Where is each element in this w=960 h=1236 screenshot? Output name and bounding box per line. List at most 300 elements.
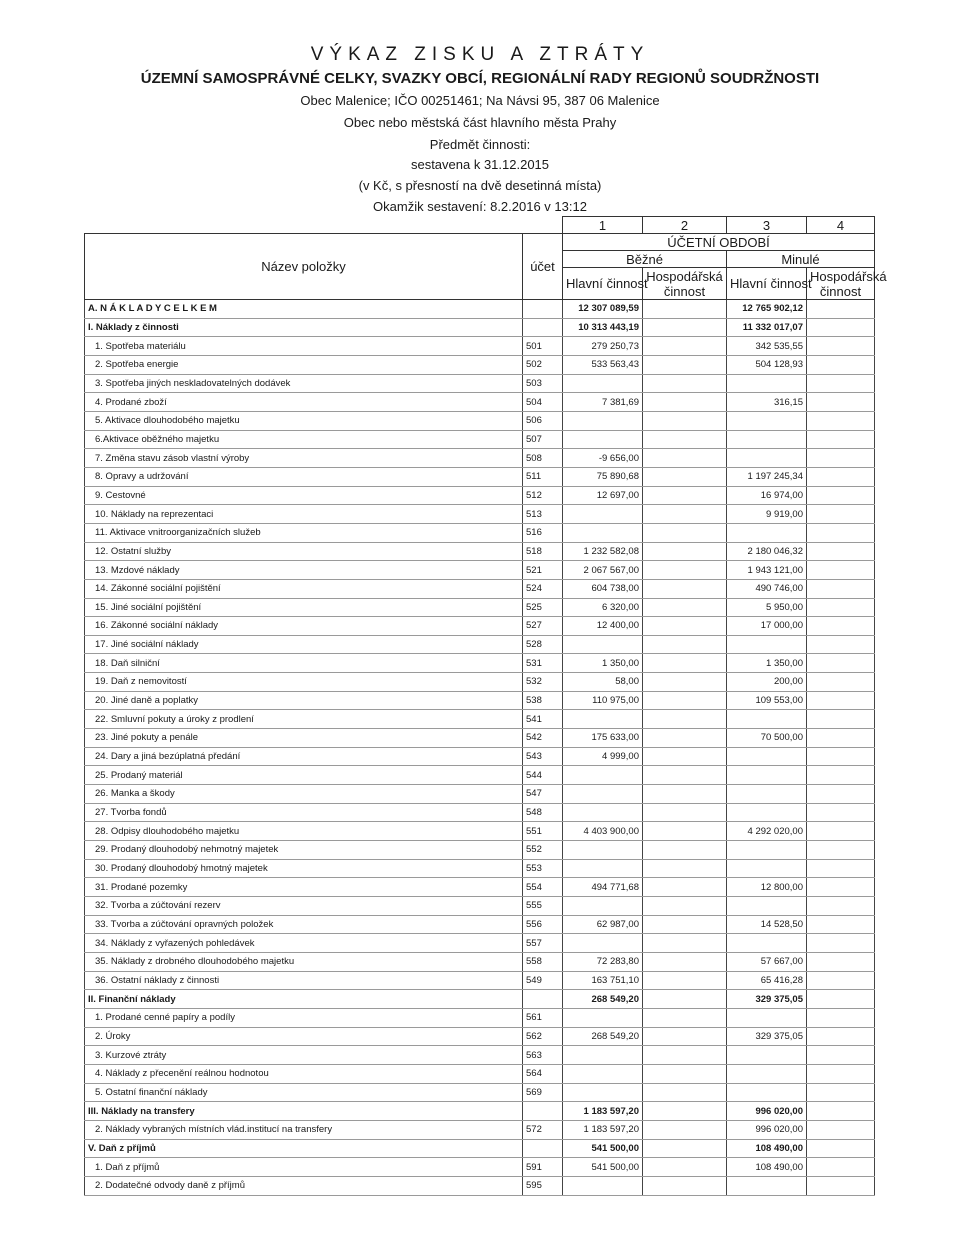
- value-previous-main: [727, 859, 807, 878]
- row-label: 3. Spotřeba jiných neskladovatelných dodávek: [85, 374, 523, 393]
- value-previous-economic: [807, 411, 875, 430]
- row-label: 18. Daň silniční: [85, 654, 523, 673]
- value-previous-main: 12 800,00: [727, 878, 807, 897]
- table-row: [85, 878, 875, 897]
- row-label: 20. Jiné daně a poplatky: [85, 691, 523, 710]
- value-previous-economic: [807, 897, 875, 916]
- value-current-main: 1 183 597,20: [563, 1120, 643, 1139]
- value-current-main: 604 738,00: [563, 579, 643, 598]
- value-previous-main: [727, 1176, 807, 1195]
- value-current-main: 12 400,00: [563, 617, 643, 636]
- value-current-economic: [643, 635, 727, 654]
- table-row: [85, 952, 875, 971]
- table-row: [85, 785, 875, 804]
- row-label: V. Daň z příjmů: [85, 1139, 523, 1158]
- row-account: 544: [523, 766, 563, 785]
- value-current-main: 1 232 582,08: [563, 542, 643, 561]
- row-account: 531: [523, 654, 563, 673]
- table-row: [85, 747, 875, 766]
- value-previous-main: 16 974,00: [727, 486, 807, 505]
- activity-line: Předmět činnosti:: [429, 137, 531, 152]
- value-previous-main: 17 000,00: [727, 617, 807, 636]
- value-previous-economic: [807, 355, 875, 374]
- row-account: 557: [523, 934, 563, 953]
- table-row: [85, 934, 875, 953]
- value-previous-main: [727, 785, 807, 804]
- value-current-main: [563, 1083, 643, 1102]
- value-previous-economic: [807, 561, 875, 580]
- value-previous-economic: [807, 542, 875, 561]
- value-current-economic: [643, 355, 727, 374]
- value-current-economic: [643, 729, 727, 748]
- value-previous-main: 109 553,00: [727, 691, 807, 710]
- value-current-economic: [643, 1046, 727, 1065]
- value-current-main: 7 381,69: [563, 393, 643, 412]
- value-current-main: 10 313 443,19: [563, 318, 643, 337]
- value-current-main: [563, 411, 643, 430]
- row-account: 556: [523, 915, 563, 934]
- row-label: 4. Prodané zboží: [85, 393, 523, 412]
- value-previous-economic: [807, 673, 875, 692]
- value-previous-economic: [807, 1046, 875, 1065]
- value-previous-economic: [807, 617, 875, 636]
- table-row: [85, 449, 875, 468]
- value-previous-economic: [807, 785, 875, 804]
- row-account: 542: [523, 729, 563, 748]
- table-row: [85, 654, 875, 673]
- value-current-economic: [643, 430, 727, 449]
- header-main-current: Hlavní činnost: [563, 268, 643, 300]
- value-current-main: 279 250,73: [563, 337, 643, 356]
- table-row: [85, 393, 875, 412]
- value-current-economic: [643, 766, 727, 785]
- value-current-economic: [643, 952, 727, 971]
- value-current-economic: [643, 747, 727, 766]
- row-label: 15. Jiné sociální pojištění: [85, 598, 523, 617]
- value-previous-economic: [807, 1139, 875, 1158]
- value-current-economic: [643, 710, 727, 729]
- row-label: 19. Daň z nemovitostí: [85, 673, 523, 692]
- value-current-main: 175 633,00: [563, 729, 643, 748]
- header-economic-current: Hospodářská činnost: [643, 268, 727, 300]
- value-current-economic: [643, 1083, 727, 1102]
- value-previous-economic: [807, 934, 875, 953]
- row-label: 6.Aktivace oběžného majetku: [85, 430, 523, 449]
- value-previous-main: 996 020,00: [727, 1120, 807, 1139]
- value-current-economic: [643, 598, 727, 617]
- table-row: [85, 411, 875, 430]
- value-current-economic: [643, 934, 727, 953]
- header-economic-previous: Hospodářská činnost: [807, 268, 875, 300]
- value-current-economic: [643, 523, 727, 542]
- value-previous-main: 1 943 121,00: [727, 561, 807, 580]
- row-label: 25. Prodaný materiál: [85, 766, 523, 785]
- value-previous-economic: [807, 393, 875, 412]
- value-current-economic: [643, 318, 727, 337]
- value-current-main: [563, 934, 643, 953]
- value-previous-economic: [807, 374, 875, 393]
- value-current-main: [563, 523, 643, 542]
- table-row: [85, 990, 875, 1009]
- value-current-main: [563, 1008, 643, 1027]
- value-current-economic: [643, 897, 727, 916]
- row-label: 12. Ostatní služby: [85, 542, 523, 561]
- value-previous-main: 9 919,00: [727, 505, 807, 524]
- table-row: [85, 1027, 875, 1046]
- value-previous-main: [727, 430, 807, 449]
- value-current-economic: [643, 542, 727, 561]
- row-label: 17. Jiné sociální náklady: [85, 635, 523, 654]
- value-previous-economic: [807, 598, 875, 617]
- row-account: [523, 990, 563, 1009]
- value-current-main: [563, 1046, 643, 1065]
- value-current-main: [563, 374, 643, 393]
- row-account: 532: [523, 673, 563, 692]
- row-account: 538: [523, 691, 563, 710]
- units-line: (v Kč, s přesností na dvě desetinná místa): [358, 178, 602, 193]
- row-label: III. Náklady na transfery: [85, 1102, 523, 1121]
- table-row: [85, 841, 875, 860]
- table-row: [85, 505, 875, 524]
- value-current-economic: [643, 915, 727, 934]
- value-previous-main: 4 292 020,00: [727, 822, 807, 841]
- col-number-2: 2: [643, 217, 727, 234]
- value-previous-main: [727, 766, 807, 785]
- table-row: [85, 1046, 875, 1065]
- row-label: 10. Náklady na reprezentaci: [85, 505, 523, 524]
- value-current-main: 1 183 597,20: [563, 1102, 643, 1121]
- value-previous-economic: [807, 952, 875, 971]
- table-row: [85, 430, 875, 449]
- row-account: 512: [523, 486, 563, 505]
- table-row: [85, 579, 875, 598]
- row-label: 29. Prodaný dlouhodobý nehmotný majetek: [85, 841, 523, 860]
- value-current-main: [563, 430, 643, 449]
- row-account: [523, 1102, 563, 1121]
- value-previous-economic: [807, 579, 875, 598]
- row-label: 31. Prodané pozemky: [85, 878, 523, 897]
- row-account: 521: [523, 561, 563, 580]
- value-current-economic: [643, 822, 727, 841]
- value-previous-main: [727, 374, 807, 393]
- row-label: 27. Tvorba fondů: [85, 803, 523, 822]
- header-main-previous: Hlavní činnost: [727, 268, 807, 300]
- value-current-main: [563, 785, 643, 804]
- row-account: 524: [523, 579, 563, 598]
- value-previous-main: 342 535,55: [727, 337, 807, 356]
- value-current-main: 163 751,10: [563, 971, 643, 990]
- table-row: [85, 598, 875, 617]
- value-previous-economic: [807, 467, 875, 486]
- header-period: ÚČETNÍ OBDOBÍ: [563, 234, 875, 251]
- col-number-1: 1: [563, 217, 643, 234]
- row-label: II. Finanční náklady: [85, 990, 523, 1009]
- date-line: sestavena k 31.12.2015: [410, 157, 550, 172]
- value-previous-economic: [807, 691, 875, 710]
- value-current-main: 58,00: [563, 673, 643, 692]
- row-account: 518: [523, 542, 563, 561]
- table-row: [85, 635, 875, 654]
- row-account: 528: [523, 635, 563, 654]
- value-previous-economic: [807, 710, 875, 729]
- row-label: 5. Ostatní finanční náklady: [85, 1083, 523, 1102]
- value-current-main: 62 987,00: [563, 915, 643, 934]
- value-previous-main: 65 416,28: [727, 971, 807, 990]
- value-previous-economic: [807, 1176, 875, 1195]
- table-row: [85, 523, 875, 542]
- value-previous-main: [727, 523, 807, 542]
- row-label: 1. Daň z příjmů: [85, 1158, 523, 1177]
- value-previous-economic: [807, 430, 875, 449]
- value-current-main: 12 307 089,59: [563, 300, 643, 319]
- value-current-economic: [643, 374, 727, 393]
- value-previous-economic: [807, 1102, 875, 1121]
- value-previous-main: [727, 1008, 807, 1027]
- value-current-economic: [643, 1139, 727, 1158]
- value-previous-main: 2 180 046,32: [727, 542, 807, 561]
- row-account: 525: [523, 598, 563, 617]
- value-previous-economic: [807, 1083, 875, 1102]
- value-current-economic: [643, 691, 727, 710]
- row-account: 543: [523, 747, 563, 766]
- row-account: 554: [523, 878, 563, 897]
- row-label: 11. Aktivace vnitroorganizačních služeb: [85, 523, 523, 542]
- value-previous-main: 70 500,00: [727, 729, 807, 748]
- value-previous-economic: [807, 300, 875, 319]
- row-account: 562: [523, 1027, 563, 1046]
- value-current-main: 541 500,00: [563, 1158, 643, 1177]
- value-current-economic: [643, 449, 727, 468]
- value-previous-main: [727, 1064, 807, 1083]
- row-account: 527: [523, 617, 563, 636]
- row-label: 13. Mzdové náklady: [85, 561, 523, 580]
- entity-line: Obec Malenice; IČO 00251461; Na Návsi 95, 387 06 Malenice: [300, 93, 660, 108]
- row-label: 1. Prodané cenné papíry a podíly: [85, 1008, 523, 1027]
- row-label: 24. Dary a jiná bezúplatná předání: [85, 747, 523, 766]
- table-row: [85, 1120, 875, 1139]
- value-current-main: [563, 766, 643, 785]
- value-current-main: 1 350,00: [563, 654, 643, 673]
- value-current-economic: [643, 1158, 727, 1177]
- row-account: 564: [523, 1064, 563, 1083]
- row-label: 5. Aktivace dlouhodobého majetku: [85, 411, 523, 430]
- value-current-economic: [643, 859, 727, 878]
- value-current-economic: [643, 1064, 727, 1083]
- value-current-economic: [643, 878, 727, 897]
- row-label: 1. Spotřeba materiálu: [85, 337, 523, 356]
- value-current-main: 6 320,00: [563, 598, 643, 617]
- value-current-main: [563, 505, 643, 524]
- value-previous-main: 11 332 017,07: [727, 318, 807, 337]
- value-current-main: [563, 859, 643, 878]
- row-account: 549: [523, 971, 563, 990]
- value-previous-main: [727, 635, 807, 654]
- table-row: [85, 300, 875, 319]
- value-previous-economic: [807, 841, 875, 860]
- value-previous-economic: [807, 486, 875, 505]
- table-row: [85, 673, 875, 692]
- value-previous-economic: [807, 635, 875, 654]
- table-row: [85, 1139, 875, 1158]
- value-current-economic: [643, 1120, 727, 1139]
- value-current-economic: [643, 505, 727, 524]
- row-account: [523, 1139, 563, 1158]
- report-subtitle: ÚZEMNÍ SAMOSPRÁVNÉ CELKY, SVAZKY OBCÍ, REGIONÁLNÍ RADY REGIONŮ SOUDRŽNOSTI: [140, 70, 820, 87]
- row-label: 7. Změna stavu zásob vlastní výroby: [85, 449, 523, 468]
- table-row: [85, 486, 875, 505]
- row-account: [523, 300, 563, 319]
- value-current-economic: [643, 467, 727, 486]
- table-row: [85, 318, 875, 337]
- row-account: 516: [523, 523, 563, 542]
- row-account: 561: [523, 1008, 563, 1027]
- value-previous-economic: [807, 803, 875, 822]
- row-label: 2. Spotřeba energie: [85, 355, 523, 374]
- value-previous-main: [727, 934, 807, 953]
- row-account: 504: [523, 393, 563, 412]
- table-row: [85, 766, 875, 785]
- row-label: 2. Dodatečné odvody daně z příjmů: [85, 1176, 523, 1195]
- table-row: [85, 1158, 875, 1177]
- header-item-name: Název položky: [85, 234, 523, 300]
- value-previous-main: [727, 449, 807, 468]
- table-row: [85, 915, 875, 934]
- table-row: [85, 1176, 875, 1195]
- value-current-main: 2 067 567,00: [563, 561, 643, 580]
- value-current-economic: [643, 990, 727, 1009]
- table-row: [85, 337, 875, 356]
- value-current-main: [563, 1064, 643, 1083]
- value-current-main: 72 283,80: [563, 952, 643, 971]
- table-row: [85, 561, 875, 580]
- row-label: 23. Jiné pokuty a penále: [85, 729, 523, 748]
- table-row: [85, 1008, 875, 1027]
- value-current-main: 75 890,68: [563, 467, 643, 486]
- value-current-main: -9 656,00: [563, 449, 643, 468]
- value-previous-economic: [807, 654, 875, 673]
- row-account: 511: [523, 467, 563, 486]
- table-row: [85, 1083, 875, 1102]
- value-previous-main: [727, 897, 807, 916]
- value-current-economic: [643, 561, 727, 580]
- value-previous-main: 14 528,50: [727, 915, 807, 934]
- value-current-main: 533 563,43: [563, 355, 643, 374]
- table-row: [85, 803, 875, 822]
- table-row: [85, 374, 875, 393]
- value-previous-main: [727, 411, 807, 430]
- row-account: 558: [523, 952, 563, 971]
- row-label: 28. Odpisy dlouhodobého majetku: [85, 822, 523, 841]
- value-current-economic: [643, 337, 727, 356]
- row-account: 555: [523, 897, 563, 916]
- row-label: 8. Opravy a udržování: [85, 467, 523, 486]
- value-previous-main: 490 746,00: [727, 579, 807, 598]
- value-current-main: 494 771,68: [563, 878, 643, 897]
- value-current-economic: [643, 785, 727, 804]
- row-label: 33. Tvorba a zúčtování opravných položek: [85, 915, 523, 934]
- row-label: 26. Manka a škody: [85, 785, 523, 804]
- value-current-main: 541 500,00: [563, 1139, 643, 1158]
- row-label: 2. Náklady vybraných místních vlád.institucí na transfery: [85, 1120, 523, 1139]
- row-account: 553: [523, 859, 563, 878]
- value-previous-economic: [807, 337, 875, 356]
- value-previous-main: 108 490,00: [727, 1139, 807, 1158]
- part-line: Obec nebo městská část hlavního města Prahy: [343, 115, 617, 130]
- value-previous-main: 329 375,05: [727, 990, 807, 1009]
- row-label: A. N Á K L A D Y C E L K E M: [85, 300, 523, 319]
- value-current-economic: [643, 673, 727, 692]
- value-current-main: 268 549,20: [563, 990, 643, 1009]
- value-current-main: [563, 841, 643, 860]
- value-current-economic: [643, 1027, 727, 1046]
- value-previous-economic: [807, 971, 875, 990]
- row-account: 502: [523, 355, 563, 374]
- value-current-economic: [643, 1008, 727, 1027]
- table-row: [85, 467, 875, 486]
- value-previous-economic: [807, 505, 875, 524]
- value-current-economic: [643, 654, 727, 673]
- value-previous-main: 316,15: [727, 393, 807, 412]
- row-label: 4. Náklady z přecenění reálnou hodnotou: [85, 1064, 523, 1083]
- value-previous-economic: [807, 990, 875, 1009]
- value-previous-main: [727, 710, 807, 729]
- value-previous-main: [727, 803, 807, 822]
- value-previous-economic: [807, 729, 875, 748]
- value-current-main: 268 549,20: [563, 1027, 643, 1046]
- value-current-economic: [643, 617, 727, 636]
- value-current-main: 110 975,00: [563, 691, 643, 710]
- value-current-main: [563, 635, 643, 654]
- value-current-economic: [643, 486, 727, 505]
- value-previous-economic: [807, 1064, 875, 1083]
- value-previous-main: 57 667,00: [727, 952, 807, 971]
- value-previous-economic: [807, 1120, 875, 1139]
- table-row: [85, 822, 875, 841]
- table-row: [85, 542, 875, 561]
- value-previous-economic: [807, 747, 875, 766]
- moment-line: Okamžik sestavení: 8.2.2016 v 13:12: [373, 199, 587, 214]
- table-row: [85, 1102, 875, 1121]
- row-label: 9. Cestovné: [85, 486, 523, 505]
- value-current-main: 12 697,00: [563, 486, 643, 505]
- row-label: I. Náklady z činnosti: [85, 318, 523, 337]
- table-row: [85, 617, 875, 636]
- row-account: 506: [523, 411, 563, 430]
- table-row: [85, 710, 875, 729]
- row-label: 16. Zákonné sociální náklady: [85, 617, 523, 636]
- value-current-main: [563, 897, 643, 916]
- table-row: [85, 691, 875, 710]
- value-previous-main: 200,00: [727, 673, 807, 692]
- row-account: 572: [523, 1120, 563, 1139]
- value-previous-economic: [807, 915, 875, 934]
- value-current-economic: [643, 1176, 727, 1195]
- value-current-economic: [643, 841, 727, 860]
- col-number-3: 3: [727, 217, 807, 234]
- value-previous-economic: [807, 822, 875, 841]
- row-account: [523, 318, 563, 337]
- value-current-main: [563, 710, 643, 729]
- table-row: [85, 859, 875, 878]
- row-account: 501: [523, 337, 563, 356]
- row-label: 34. Náklady z vyřazených pohledávek: [85, 934, 523, 953]
- value-previous-economic: [807, 859, 875, 878]
- value-previous-economic: [807, 1027, 875, 1046]
- row-label: 30. Prodaný dlouhodobý hmotný majetek: [85, 859, 523, 878]
- col-number-4: 4: [807, 217, 875, 234]
- row-account: 507: [523, 430, 563, 449]
- row-account: 508: [523, 449, 563, 468]
